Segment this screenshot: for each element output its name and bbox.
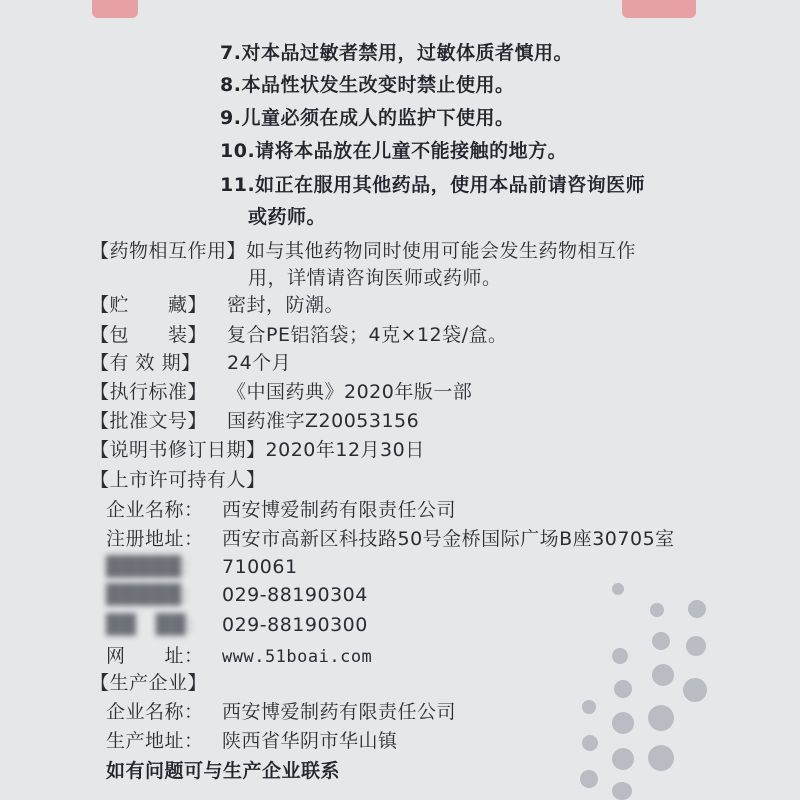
- storage-value: 密封，防潮。: [227, 294, 345, 316]
- holder-phone-row: [106, 580, 368, 607]
- halftone-dot: [688, 600, 706, 618]
- validity-value: 24个月: [227, 352, 292, 374]
- halftone-dot: [612, 648, 628, 664]
- halftone-dot: [580, 770, 598, 788]
- holder-address: 西安市高新区科技路50号金桥国际广场B座30705室: [222, 528, 675, 550]
- revision-label: 【说明书修订日期】: [90, 439, 266, 461]
- halftone-dot: [582, 735, 598, 751]
- blurred-label: █████：: [106, 584, 202, 606]
- revision-row: [90, 435, 425, 462]
- halftone-dot: [648, 745, 674, 771]
- validity-row: [90, 348, 291, 375]
- precaution-item-continued: 或药师。: [248, 206, 327, 228]
- manufacturer-heading: 【生产企业】: [90, 672, 208, 694]
- holder-phone: 029-88190304: [222, 584, 368, 606]
- holder-fax: 029-88190300: [222, 614, 368, 636]
- interaction-text: 如与其他药物同时使用可能会发生药物相互作: [246, 240, 637, 262]
- manufacturer-company: 西安博爱制药有限责任公司: [222, 701, 457, 723]
- revision-value: 2020年12月30日: [265, 439, 425, 461]
- storage-row: [90, 290, 344, 317]
- manufacturer-address-label: 生产地址：: [106, 730, 204, 752]
- halftone-dot: [652, 664, 674, 686]
- holder-postcode: 710061: [222, 556, 298, 578]
- halftone-dot: [612, 712, 634, 734]
- halftone-dot: [612, 782, 632, 800]
- manufacturer-company-label: 企业名称：: [106, 701, 204, 723]
- corner-mark-left: [92, 0, 138, 18]
- halftone-dot: [652, 632, 670, 650]
- holder-postcode-row: [106, 552, 298, 579]
- precaution-item: 9.儿童必须在成人的监护下使用。: [220, 107, 515, 129]
- interaction-text-continued: 用，详情请咨询医师或药师。: [248, 267, 502, 289]
- interaction-row: [90, 236, 636, 263]
- precaution-item: 10.请将本品放在儿童不能接触的地方。: [220, 140, 568, 162]
- halftone-dot: [582, 700, 596, 714]
- halftone-dot: [686, 636, 706, 656]
- package-label: 【包 装】: [90, 324, 208, 346]
- validity-label: 【有 效 期】: [90, 352, 201, 374]
- holder-fax-row: [106, 610, 368, 637]
- halftone-dot: [612, 583, 624, 595]
- holder-company-row: [106, 495, 456, 522]
- corner-mark-right: [622, 0, 696, 18]
- halftone-dot: [650, 603, 664, 617]
- holder-company-label: 企业名称：: [106, 499, 204, 521]
- halftone-dot: [648, 705, 674, 731]
- storage-label: 【贮 藏】: [90, 294, 208, 316]
- holder-website: www.51boai.com: [222, 647, 373, 667]
- manufacturer-address: 陕西省华阴市华山镇: [222, 730, 398, 752]
- holder-address-label: 注册地址：: [106, 528, 204, 550]
- precaution-item: 7.对本品过敏者禁用，过敏体质者慎用。: [220, 42, 573, 64]
- package-row: [90, 320, 508, 347]
- approval-label: 【批准文号】: [90, 410, 208, 432]
- standard-value: 《中国药典》2020年版一部: [227, 381, 473, 403]
- blurred-label: ██ ██：: [106, 614, 206, 636]
- standard-label: 【执行标准】: [90, 381, 208, 403]
- holder-website-row: [106, 641, 372, 668]
- holder-address-row: [106, 524, 675, 551]
- interaction-label: 【药物相互作用】: [90, 240, 247, 262]
- halftone-dot: [612, 748, 634, 770]
- holder-website-label: 网 址：: [106, 645, 204, 667]
- manufacturer-company-row: [106, 697, 456, 724]
- blurred-label: █████：: [106, 556, 202, 578]
- approval-value: 国药准字Z20053156: [227, 410, 420, 432]
- footer-note: 如有问题可与生产企业联系: [106, 760, 341, 782]
- package-value: 复合PE铝箔袋；4克×12袋/盒。: [227, 324, 508, 346]
- precaution-item: 8.本品性状发生改变时禁止使用。: [220, 74, 515, 96]
- standard-row: [90, 377, 472, 404]
- manufacturer-address-row: [106, 726, 398, 753]
- holder-heading: 【上市许可持有人】: [90, 469, 266, 491]
- precaution-item: 11.如正在服用其他药品，使用本品前请咨询医师: [220, 174, 646, 196]
- halftone-dot: [683, 678, 707, 702]
- holder-company: 西安博爱制药有限责任公司: [222, 499, 457, 521]
- halftone-dot: [614, 680, 632, 698]
- approval-row: [90, 406, 419, 433]
